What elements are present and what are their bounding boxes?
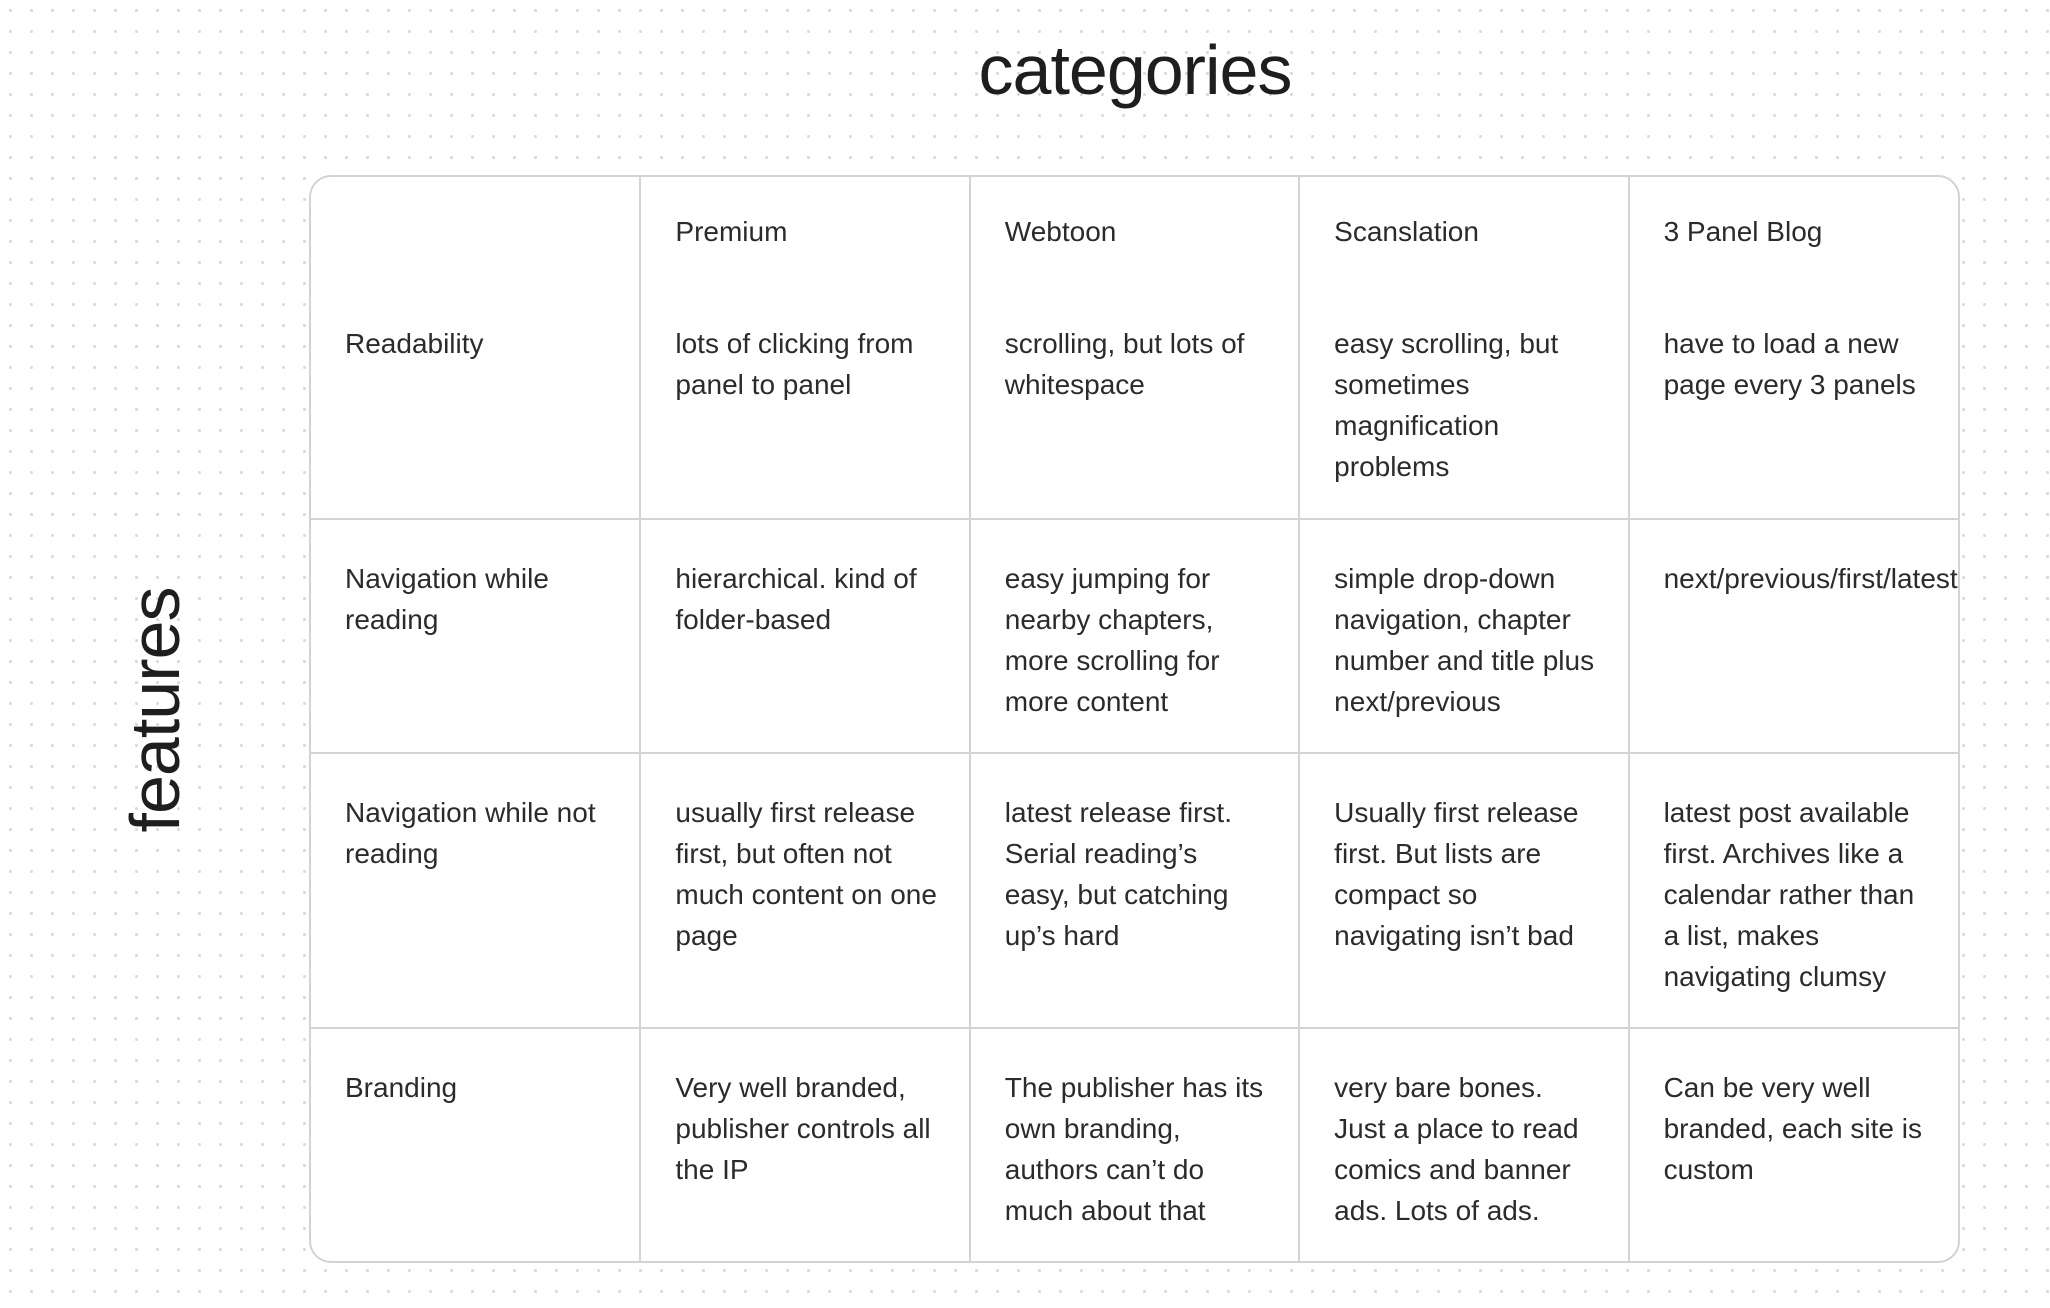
row-header-readability[interactable]: Readability (311, 285, 640, 519)
table-cell[interactable]: next/previous/first/latest (1629, 519, 1958, 753)
column-header-scanslation[interactable]: Scanslation (1299, 177, 1628, 285)
row-header-navigation-while-reading[interactable]: Navigation while reading (311, 519, 640, 753)
table-cell[interactable]: scrolling, but lots of whitespace (970, 285, 1299, 519)
table-cell[interactable]: very bare bones. Just a place to read comics and banner ads. Lots of ads. (1299, 1028, 1628, 1263)
board-title: categories (978, 31, 1292, 109)
table-cell[interactable]: easy jumping for nearby chapters, more scrolling for more content (970, 519, 1299, 753)
table-row (311, 519, 1958, 753)
table-cell[interactable]: Usually first release first. But lists are compact so navigating isn’t bad (1299, 753, 1628, 1028)
table-grid (311, 177, 1958, 1263)
table-row (311, 285, 1958, 519)
table-cell[interactable]: hierarchical. kind of folder-based (640, 519, 969, 753)
table-cell[interactable]: The publisher has its own branding, authors can’t do much about that (970, 1028, 1299, 1263)
column-header-3-panel-blog[interactable]: 3 Panel Blog (1663, 216, 1823, 247)
table-cell[interactable]: have to load a new page every 3 panels (1629, 285, 1958, 519)
table-cell[interactable]: lots of clicking from panel to panel (640, 285, 969, 519)
table-cell[interactable]: latest release first. Serial reading’s easy, but catching up’s hard (970, 753, 1299, 1028)
table-cell[interactable]: Can be very well branded, each site is custom (1663, 1072, 1922, 1185)
table-row (311, 753, 1958, 1028)
comparison-table[interactable] (309, 175, 1960, 1263)
header-row (311, 177, 1958, 285)
corner-cell[interactable] (311, 177, 640, 285)
table-cell[interactable]: easy scrolling, but sometimes magnification problems (1299, 285, 1628, 519)
table-row (311, 1028, 1958, 1263)
side-label: features (116, 587, 194, 833)
row-header-navigation-while-not-reading[interactable]: Navigation while not reading (311, 753, 640, 1028)
table-cell[interactable]: simple drop-down navigation, chapter number and title plus next/previous (1299, 519, 1628, 753)
column-header-webtoon[interactable]: Webtoon (970, 177, 1299, 285)
column-header-premium[interactable]: Premium (640, 177, 969, 285)
table-cell[interactable]: Very well branded, publisher controls all the IP (640, 1028, 969, 1263)
row-header-branding[interactable]: Branding (311, 1028, 640, 1263)
table-cell[interactable]: usually first release first, but often not much content on one page (640, 753, 969, 1028)
table-cell[interactable]: latest post available first. Archives like a calendar rather than a list, makes navigating clumsy (1629, 753, 1958, 1028)
